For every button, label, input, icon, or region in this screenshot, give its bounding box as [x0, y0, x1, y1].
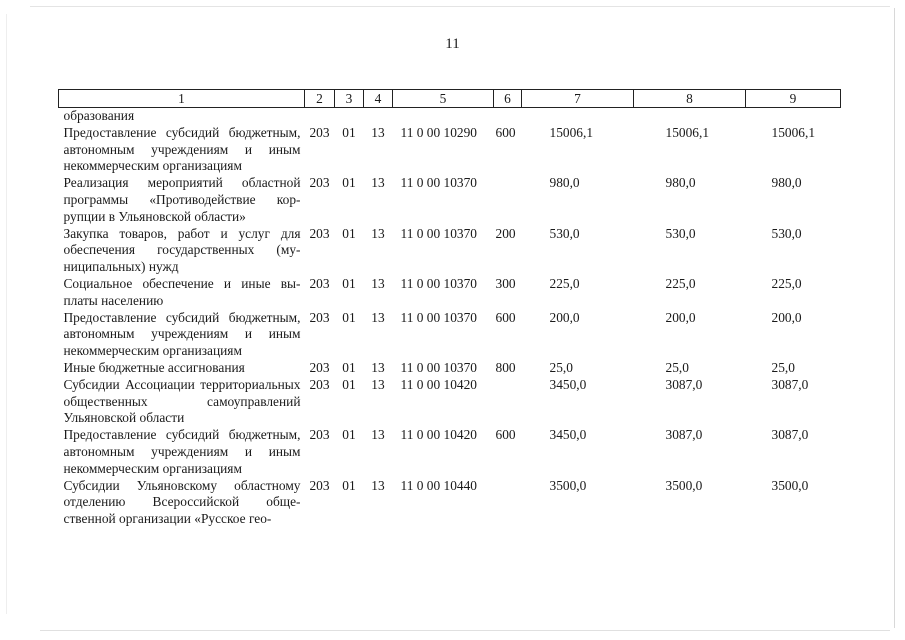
amount-col9: 25,0	[771, 359, 795, 375]
section-code: 01	[342, 175, 356, 191]
expense-type-code	[494, 377, 522, 427]
column-header-8: 8	[634, 90, 746, 108]
target-article-code: 11 0 00 10420	[400, 376, 477, 392]
target-article-code	[393, 108, 494, 125]
column-header-2: 2	[305, 90, 335, 108]
amount-col7: 3450,0	[549, 427, 587, 443]
amount-col9: 3087,0	[771, 376, 809, 392]
section-code	[335, 108, 364, 125]
amount-col8: 3087,0	[665, 376, 703, 392]
admin-code: 203	[309, 376, 330, 392]
row-name: образования	[63, 108, 135, 123]
expense-type-code: 600	[495, 124, 516, 140]
expense-type-code	[494, 175, 522, 225]
subsection-code: 13	[371, 225, 385, 241]
admin-code: 203	[309, 175, 330, 191]
amount-col9: 530,0	[771, 225, 802, 241]
column-header-6: 6	[494, 90, 522, 108]
target-article-code: 11 0 00 10370	[400, 225, 477, 241]
target-article-code: 11 0 00 10370	[400, 359, 477, 375]
amount-col9: 3500,0	[771, 477, 809, 493]
section-code: 01	[342, 124, 356, 140]
subsection-code: 13	[371, 359, 385, 375]
table-row	[59, 427, 841, 477]
table-header	[59, 90, 841, 108]
row-name: Субсидии Ульяновскому областному отделению Всероссийской общественной организации «Русское гео-	[63, 477, 301, 527]
amount-col8: 200,0	[665, 309, 696, 325]
scan-edge-left	[6, 14, 7, 614]
subsection-code: 13	[371, 427, 385, 443]
target-article-code: 11 0 00 10370	[400, 309, 477, 325]
section-code: 01	[342, 477, 356, 493]
amount-col8: 25,0	[665, 359, 689, 375]
admin-code: 203	[309, 225, 330, 241]
expense-type-code: 600	[495, 309, 516, 325]
admin-code: 203	[309, 124, 330, 140]
section-code: 01	[342, 275, 356, 291]
amount-col7: 25,0	[549, 359, 573, 375]
section-code: 01	[342, 309, 356, 325]
admin-code: 203	[309, 309, 330, 325]
amount-col7	[522, 108, 634, 125]
column-header-4: 4	[364, 90, 393, 108]
section-code: 01	[342, 359, 356, 375]
table-header-row	[59, 90, 841, 108]
amount-col7: 15006,1	[549, 124, 594, 140]
amount-col8: 15006,1	[665, 124, 710, 140]
row-name: Предоставление субсидий бюджетным, автономным учреждениям и иным некоммерческим организациям	[63, 309, 301, 359]
amount-col7: 530,0	[549, 225, 580, 241]
row-name: Предоставление субсидий бюджетным, автономным учреждениям и иным некоммерческим организациям	[63, 427, 301, 476]
budget-table	[58, 89, 841, 528]
amount-col7: 3450,0	[549, 376, 587, 392]
scan-edge-bottom	[40, 630, 890, 631]
section-code: 01	[342, 376, 356, 392]
table-row	[59, 175, 841, 225]
column-header-3: 3	[335, 90, 364, 108]
amount-col7: 3500,0	[549, 477, 587, 493]
table-row	[59, 276, 841, 310]
target-article-code: 11 0 00 10370	[400, 175, 477, 191]
target-article-code: 11 0 00 10420	[400, 427, 477, 443]
subsection-code: 13	[371, 376, 385, 392]
section-code: 01	[342, 225, 356, 241]
subsection-code: 13	[371, 275, 385, 291]
admin-code: 203	[309, 427, 330, 443]
row-name: Закупка товаров, работ и услуг для обеспечения государственных (муниципальных) нужд	[63, 225, 301, 275]
amount-col7: 225,0	[549, 275, 580, 291]
amount-col7: 980,0	[549, 175, 580, 191]
row-name: Реализация мероприятий областной программы «Противодействие коррупции в Ульяновской области»	[63, 175, 301, 224]
expense-type-code	[494, 478, 522, 528]
subsection-code: 13	[371, 309, 385, 325]
table-row	[59, 377, 841, 427]
expense-type-code: 600	[495, 427, 516, 443]
table-row	[59, 310, 841, 360]
table-row	[59, 360, 841, 377]
target-article-code: 11 0 00 10440	[400, 477, 477, 493]
table-body	[59, 108, 841, 528]
scan-edge-top	[30, 6, 890, 7]
column-header-9: 9	[746, 90, 841, 108]
admin-code	[305, 108, 335, 125]
table-row	[59, 226, 841, 276]
row-name: Предоставление субсидий бюджетным, автономным учреждениям и иным некоммерческим организациям	[63, 124, 301, 174]
amount-col9: 200,0	[771, 309, 802, 325]
budget-table-container	[58, 89, 840, 528]
amount-col8: 225,0	[665, 275, 696, 291]
table-row	[59, 108, 841, 125]
page-number: 11	[445, 36, 460, 52]
column-header-1: 1	[59, 90, 305, 108]
section-code: 01	[342, 427, 356, 443]
subsection-code: 13	[371, 175, 385, 191]
amount-col8: 980,0	[665, 175, 696, 191]
scan-edge-right	[894, 8, 895, 628]
subsection-code: 13	[371, 124, 385, 140]
amount-col8: 3087,0	[665, 427, 703, 443]
expense-type-code: 800	[495, 359, 516, 375]
amount-col9	[746, 108, 841, 125]
subsection-code	[364, 108, 393, 125]
subsection-code: 13	[371, 477, 385, 493]
row-name: Иные бюджетные ассигнования	[63, 359, 245, 375]
expense-type-code	[494, 108, 522, 125]
amount-col9: 980,0	[771, 175, 802, 191]
expense-type-code: 300	[495, 275, 516, 291]
table-row	[59, 478, 841, 528]
target-article-code: 11 0 00 10290	[400, 124, 477, 140]
amount-col8: 530,0	[665, 225, 696, 241]
amount-col9: 3087,0	[771, 427, 809, 443]
target-article-code: 11 0 00 10370	[400, 275, 477, 291]
admin-code: 203	[309, 477, 330, 493]
amount-col9: 225,0	[771, 275, 802, 291]
amount-col8	[634, 108, 746, 125]
table-row	[59, 125, 841, 175]
admin-code: 203	[309, 359, 330, 375]
amount-col9: 15006,1	[771, 124, 816, 140]
row-name: Субсидии Ассоциации территориальных общественных самоуправлений Ульяновской области	[63, 376, 301, 426]
amount-col7: 200,0	[549, 309, 580, 325]
admin-code: 203	[309, 275, 330, 291]
expense-type-code: 200	[495, 225, 516, 241]
row-name: Социальное обеспечение и иные выплаты населению	[63, 275, 301, 308]
column-header-5: 5	[393, 90, 494, 108]
amount-col8: 3500,0	[665, 477, 703, 493]
column-header-7: 7	[522, 90, 634, 108]
